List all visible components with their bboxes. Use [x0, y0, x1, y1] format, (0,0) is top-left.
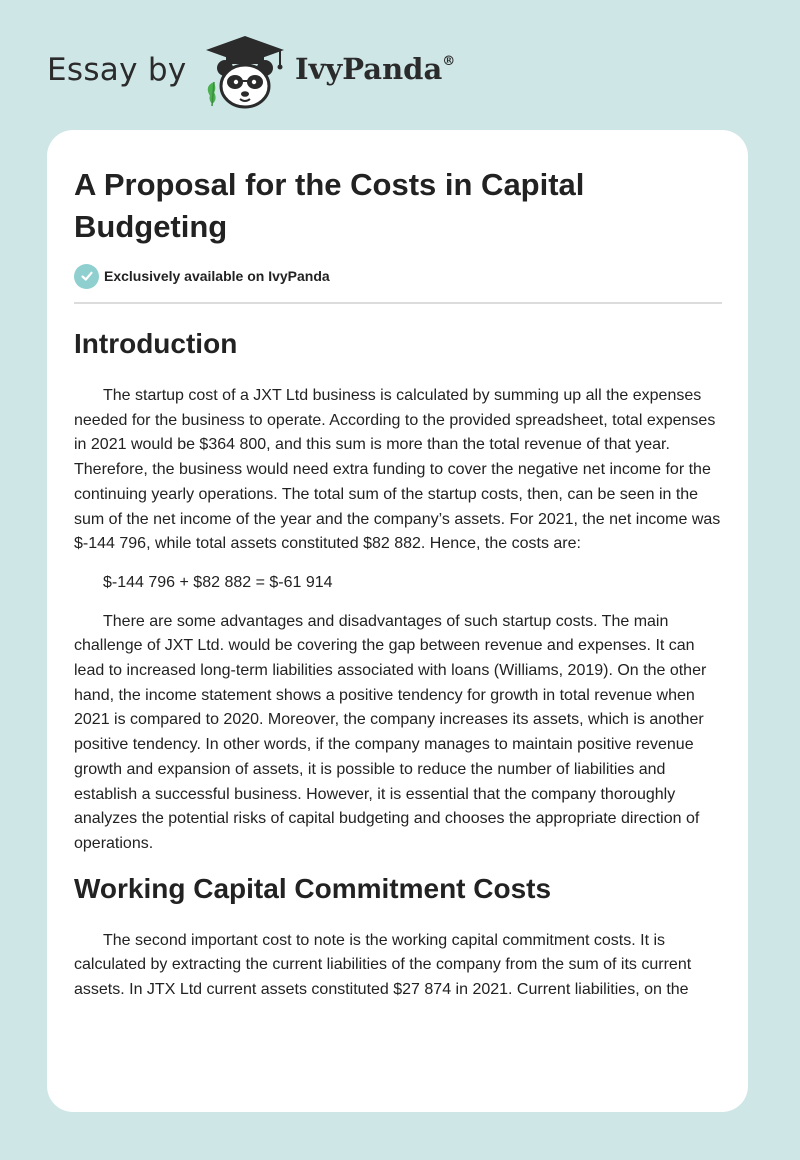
formula-line: $-144 796 + $82 882 = $-61 914 [103, 573, 333, 591]
essay-card [47, 130, 748, 1112]
essay-body [74, 326, 724, 1003]
exclusive-badge [74, 263, 330, 289]
check-icon [74, 264, 99, 289]
page-title: A Proposal for the Costs in Capital Budgeting [74, 167, 585, 244]
paragraph: The second important cost to note is the working capital commitment costs. It is calculated by extracting the current liabilities of the company from the sum of its current assets. In JTX Ltd current assets constituted $27 874 in 2021. Current liabilities, on the [74, 931, 692, 999]
essay-by-label: Essay by [47, 52, 187, 88]
ivypanda-logo-icon[interactable] [200, 34, 290, 110]
site-header [0, 0, 800, 130]
paragraph: The startup cost of a JXT Ltd business is calculated by summing up all the expenses needed for the business to operate. According to the provided spreadsheet, total expenses in 2021 would be $364 800, and this sum is more than the total revenue of that year. Therefore, the business would need extra funding to cover the negative net income for the continuing yearly operations. The total sum of the startup costs, then, can be seen in the sum of the net income of the year and the company’s assets. For 2021, the net income was $-144 796, while total assets constituted $82 882. Hence, the costs are: [74, 387, 721, 553]
ivypanda-brand-name[interactable]: IvyPanda® [295, 52, 456, 86]
exclusive-badge-label: Exclusively available on IvyPanda [104, 268, 330, 284]
paragraph: There are some advantages and disadvantages of such startup costs. The main challenge of JXT Ltd. would be covering the gap between revenue and expenses. It can lead to increased long-term liabilities associated with loans (Williams, 2019). On the other hand, the income statement shows a positive tendency for growth in total revenue when 2021 is compared to 2020. Moreover, the company increases its assets, which is another positive tendency. In other words, if the company manages to maintain positive revenue growth and expansion of assets, it is possible to reduce the number of liabilities and establish a successful business. However, it is essential that the company thoroughly analyzes the potential risks of capital budgeting and chooses the appropriate direction of operations. [74, 612, 707, 852]
section-heading-working-capital: Working Capital Commitment Costs [74, 872, 552, 904]
section-heading-introduction: Introduction [74, 328, 238, 359]
divider [74, 302, 722, 304]
